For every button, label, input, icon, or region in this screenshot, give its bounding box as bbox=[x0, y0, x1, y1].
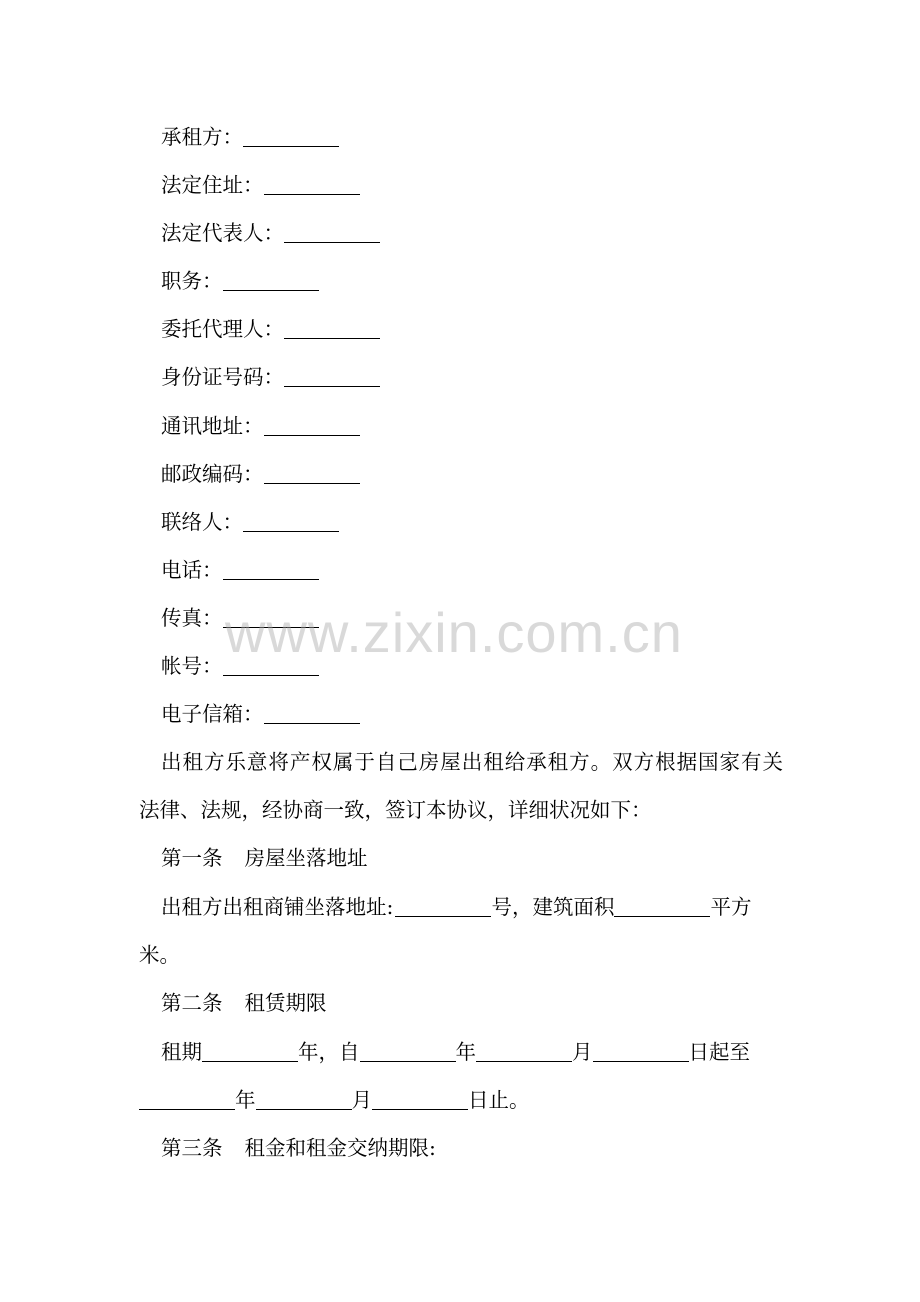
field-lessee bbox=[161, 113, 806, 161]
field-contact bbox=[161, 498, 806, 546]
fill-blank bbox=[614, 896, 710, 918]
field-agent bbox=[161, 305, 806, 353]
field-account bbox=[161, 642, 806, 690]
fill-blank bbox=[243, 511, 339, 533]
intro-line-1: 出租方乐意将产权属于自己房屋出租给承租方。双方根据国家有关 bbox=[161, 750, 783, 774]
field-mailing-address bbox=[161, 402, 806, 450]
fill-blank bbox=[360, 1041, 456, 1063]
article-1-body-cont: 米。 bbox=[139, 943, 180, 967]
article-title: 租金和租金交纳期限: bbox=[244, 1136, 436, 1160]
field-label: 法定代表人： bbox=[161, 221, 284, 245]
fill-blank bbox=[243, 126, 339, 148]
article-number: 第三条 bbox=[161, 1136, 223, 1160]
fill-blank bbox=[284, 222, 380, 244]
body-text: 日起至 bbox=[688, 1040, 750, 1064]
fill-blank bbox=[264, 463, 360, 485]
fill-blank bbox=[256, 1089, 352, 1111]
article-title: 房屋坐落地址 bbox=[244, 846, 368, 870]
fill-blank bbox=[264, 415, 360, 437]
fill-blank bbox=[264, 703, 360, 725]
fill-blank bbox=[202, 1041, 298, 1063]
article-1-body bbox=[161, 883, 806, 931]
field-label: 帐号： bbox=[161, 654, 223, 678]
field-label: 电话： bbox=[161, 558, 223, 582]
field-legal-representative bbox=[161, 209, 806, 257]
fill-blank bbox=[264, 174, 360, 196]
fill-blank bbox=[284, 318, 380, 340]
field-fax bbox=[161, 594, 806, 642]
fill-blank bbox=[395, 896, 491, 918]
article-2-body-cont bbox=[139, 1076, 784, 1124]
body-text: 日止。 bbox=[468, 1088, 530, 1112]
field-position bbox=[161, 257, 806, 305]
fill-blank bbox=[139, 1089, 235, 1111]
field-label: 邮政编码： bbox=[161, 462, 264, 486]
field-label: 电子信箱： bbox=[161, 702, 264, 726]
article-number: 第二条 bbox=[161, 991, 223, 1015]
fill-blank bbox=[223, 270, 319, 292]
field-postal-code bbox=[161, 450, 806, 498]
field-label: 职务： bbox=[161, 269, 223, 293]
field-legal-address bbox=[161, 161, 806, 209]
field-email bbox=[161, 690, 806, 738]
article-title: 租赁期限 bbox=[244, 991, 327, 1015]
fill-blank bbox=[223, 607, 319, 629]
fill-blank bbox=[372, 1089, 468, 1111]
article-3-heading bbox=[161, 1124, 806, 1172]
body-text: 租期 bbox=[161, 1040, 202, 1064]
fill-blank bbox=[593, 1041, 689, 1063]
body-text: 平方 bbox=[710, 895, 752, 919]
body-text: 年 bbox=[235, 1088, 256, 1112]
field-label: 法定住址： bbox=[161, 173, 264, 197]
field-label: 传真： bbox=[161, 606, 223, 630]
intro-line-2: 法律、法规，经协商一致，签订本协议，详细状况如下： bbox=[139, 798, 652, 822]
field-phone bbox=[161, 546, 806, 594]
body-text: 号，建筑面积 bbox=[491, 895, 615, 919]
field-label: 承租方： bbox=[161, 125, 243, 149]
watermark: www.zixin.com.cn bbox=[225, 601, 683, 664]
fill-blank bbox=[476, 1041, 572, 1063]
article-number: 第一条 bbox=[161, 846, 223, 870]
body-text: 年 bbox=[455, 1040, 476, 1064]
fill-blank bbox=[284, 366, 380, 388]
body-text: 月 bbox=[572, 1040, 593, 1064]
body-text: 出租方出租商铺坐落地址: bbox=[161, 895, 394, 919]
field-label: 委托代理人： bbox=[161, 317, 284, 341]
fill-blank bbox=[223, 655, 319, 677]
field-label: 通讯地址： bbox=[161, 414, 264, 438]
field-id-number bbox=[161, 353, 806, 401]
body-text: 年，自 bbox=[298, 1040, 360, 1064]
article-2-heading bbox=[161, 979, 806, 1027]
field-label: 联络人： bbox=[161, 510, 243, 534]
body-text: 月 bbox=[351, 1088, 372, 1112]
article-2-body bbox=[161, 1028, 806, 1076]
article-1-heading bbox=[161, 834, 806, 882]
field-label: 身份证号码： bbox=[161, 365, 284, 389]
fill-blank bbox=[223, 559, 319, 581]
